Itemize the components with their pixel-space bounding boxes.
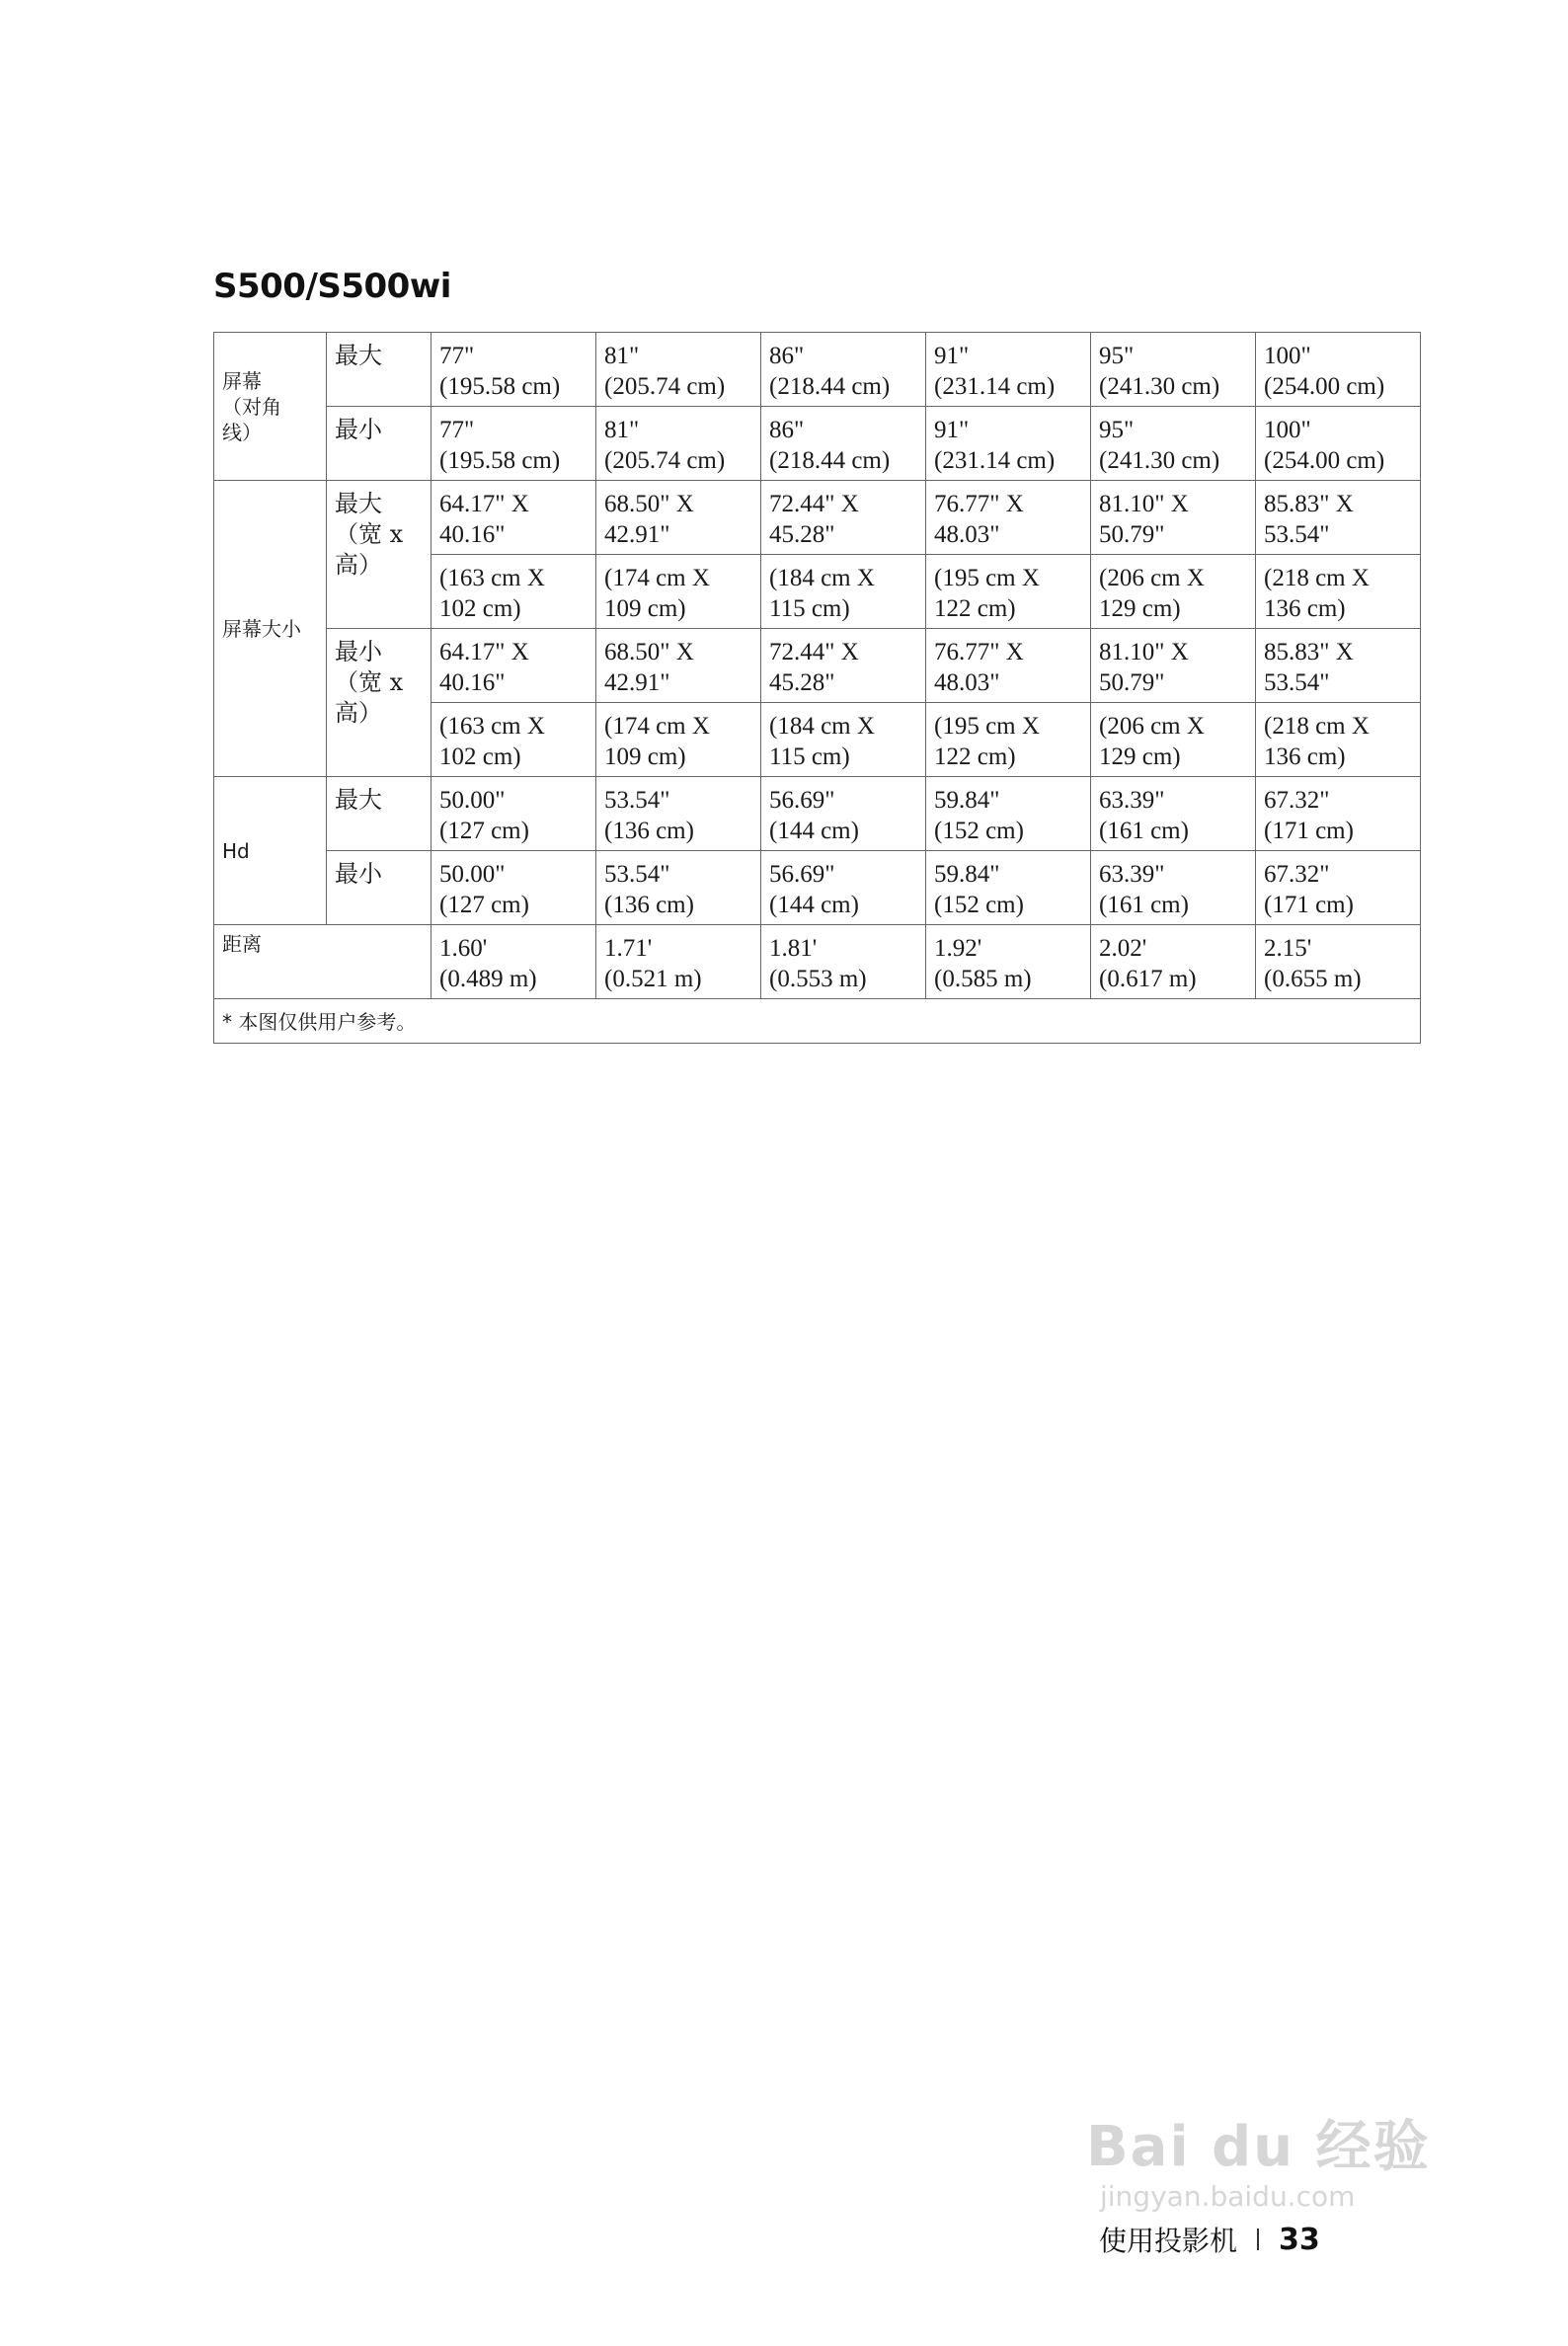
table-cell xyxy=(431,333,596,407)
table-cell xyxy=(431,555,596,629)
cell-text-line: (127 cm) xyxy=(439,818,529,844)
cell-text-line: (254.00 cm) xyxy=(1264,373,1385,400)
cell-text-line: 72.44" X xyxy=(769,491,859,517)
page-footer xyxy=(1099,2220,1320,2259)
cell-text-line: 81.10" X xyxy=(1099,491,1189,517)
cell-text-line: (161 cm) xyxy=(1099,818,1189,844)
cell-text-line: 1.71' xyxy=(604,935,653,962)
table-cell xyxy=(596,481,761,555)
cell-text-line: (195 cm X xyxy=(934,565,1040,591)
cell-text-line: (0.553 m) xyxy=(769,966,867,992)
cell-text-line: 64.17" X xyxy=(439,639,529,665)
cell-text-line: (171 cm) xyxy=(1264,818,1354,844)
table-row xyxy=(214,777,1421,851)
table-cell xyxy=(1091,851,1256,925)
table-cell xyxy=(926,777,1091,851)
projection-spec-table xyxy=(213,332,1421,1044)
cell-text-line: 109 cm) xyxy=(604,595,686,622)
table-cell xyxy=(1256,407,1421,481)
cell-text-line: 67.32" xyxy=(1264,787,1330,814)
cell-text-line: 100" xyxy=(1264,417,1311,443)
cell-text-line: 50.79" xyxy=(1099,669,1165,696)
cell-text-line: 40.16" xyxy=(439,521,506,548)
cell-text-line: 42.91" xyxy=(604,521,670,548)
cell-text-line: (0.521 m) xyxy=(604,966,702,992)
table-cell xyxy=(761,481,926,555)
cell-text-line: (195 cm X xyxy=(934,713,1040,740)
table-cell xyxy=(431,703,596,777)
cell-text-line: 2.15' xyxy=(1264,935,1312,962)
table-cell xyxy=(1091,333,1256,407)
cell-text-line: 高） xyxy=(335,699,382,727)
cell-text-line: (144 cm) xyxy=(769,892,859,918)
cell-text-line: 115 cm) xyxy=(769,595,850,622)
diagonal-row-header xyxy=(214,333,327,481)
cell-text-line: 64.17" X xyxy=(439,491,529,517)
table-cell xyxy=(431,925,596,999)
cell-text-line: (206 cm X xyxy=(1099,713,1205,740)
watermark-logo: Bai du 经验 xyxy=(1086,2115,1431,2179)
min-wh-label xyxy=(327,629,431,777)
cell-text-line: (218.44 cm) xyxy=(769,447,891,474)
cell-text-line: (0.617 m) xyxy=(1099,966,1197,992)
cell-text-line: 76.77" X xyxy=(934,491,1024,517)
watermark-url: jingyan.baidu.com xyxy=(1100,2180,1356,2213)
table-cell xyxy=(926,333,1091,407)
cell-text-line: 48.03" xyxy=(934,669,1000,696)
table-cell xyxy=(926,555,1091,629)
cell-text-line: (205.74 cm) xyxy=(604,447,726,474)
cell-text-line: 81" xyxy=(604,343,640,369)
cell-text-line: 高） xyxy=(335,551,382,579)
cell-text-line: 102 cm) xyxy=(439,595,521,622)
cell-text-line: (174 cm X xyxy=(604,565,710,591)
cell-text-line: (0.655 m) xyxy=(1264,966,1362,992)
min-label: 最小 xyxy=(327,407,431,481)
table-cell xyxy=(596,407,761,481)
max-wh-label xyxy=(327,481,431,629)
table-cell xyxy=(596,629,761,703)
table-cell xyxy=(926,481,1091,555)
table-cell xyxy=(926,407,1091,481)
table-cell xyxy=(1091,703,1256,777)
cell-text-line: 53.54" xyxy=(604,861,670,888)
cell-text-line: 81.10" X xyxy=(1099,639,1189,665)
cell-text-line: 91" xyxy=(934,417,970,443)
cell-text-line: 59.84" xyxy=(934,861,1000,888)
cell-text-line: 最大 xyxy=(335,490,382,517)
table-cell xyxy=(1091,629,1256,703)
cell-text-line: 56.69" xyxy=(769,861,835,888)
cell-text-line: 72.44" X xyxy=(769,639,859,665)
table-cell xyxy=(761,629,926,703)
table-cell xyxy=(1091,777,1256,851)
chapter-title: 使用投影机 xyxy=(1099,2225,1238,2257)
table-cell xyxy=(761,851,926,925)
cell-text-line: 线） xyxy=(222,420,262,444)
cell-text-line: (218 cm X xyxy=(1264,713,1370,740)
cell-text-line: 77" xyxy=(439,343,475,369)
cell-text-line: (231.14 cm) xyxy=(934,447,1056,474)
table-row xyxy=(214,999,1421,1044)
cell-text-line: 48.03" xyxy=(934,521,1000,548)
cell-text-line: 1.92' xyxy=(934,935,982,962)
cell-text-line: (127 cm) xyxy=(439,892,529,918)
table-cell xyxy=(1256,851,1421,925)
table-cell xyxy=(761,703,926,777)
cell-text-line: (152 cm) xyxy=(934,818,1024,844)
cell-text-line: (144 cm) xyxy=(769,818,859,844)
table-cell xyxy=(1256,925,1421,999)
cell-text-line: (205.74 cm) xyxy=(604,373,726,400)
cell-text-line: 63.39" xyxy=(1099,861,1165,888)
cell-text-line: (218 cm X xyxy=(1264,565,1370,591)
cell-text-line: 50.79" xyxy=(1099,521,1165,548)
cell-text-line: (0.489 m) xyxy=(439,966,537,992)
cell-text-line: 95" xyxy=(1099,343,1135,369)
table-row xyxy=(214,629,1421,703)
cell-text-line: (163 cm X xyxy=(439,565,545,591)
cell-text-line: 86" xyxy=(769,417,805,443)
cell-text-line: 68.50" X xyxy=(604,639,694,665)
cell-text-line: 102 cm) xyxy=(439,743,521,770)
cell-text-line: 2.02' xyxy=(1099,935,1147,962)
table-row xyxy=(214,481,1421,555)
table-cell xyxy=(596,851,761,925)
table-cell xyxy=(1091,555,1256,629)
cell-text-line: 屏幕 xyxy=(222,368,262,393)
cell-text-line: (136 cm) xyxy=(604,892,694,918)
cell-text-line: （宽 x xyxy=(335,668,404,696)
table-cell xyxy=(431,777,596,851)
cell-text-line: 86" xyxy=(769,343,805,369)
cell-text-line: 最小 xyxy=(335,638,382,665)
cell-text-line: 122 cm) xyxy=(934,743,1016,770)
cell-text-line: (163 cm X xyxy=(439,713,545,740)
cell-text-line: 100" xyxy=(1264,343,1311,369)
table-cell xyxy=(1256,777,1421,851)
table-footnote: * 本图仅供用户参考。 xyxy=(214,999,1421,1044)
cell-text-line: (218.44 cm) xyxy=(769,373,891,400)
cell-text-line: 91" xyxy=(934,343,970,369)
table-cell xyxy=(761,407,926,481)
table-cell xyxy=(926,925,1091,999)
cell-text-line: 50.00" xyxy=(439,787,506,814)
max-label: 最大 xyxy=(327,333,431,407)
table-cell xyxy=(431,407,596,481)
cell-text-line: 42.91" xyxy=(604,669,670,696)
screen-size-row-header: 屏幕大小 xyxy=(214,481,327,777)
hd-row-header: Hd xyxy=(214,777,327,925)
cell-text-line: 53.54" xyxy=(1264,669,1330,696)
table-cell xyxy=(1256,481,1421,555)
cell-text-line: 109 cm) xyxy=(604,743,686,770)
cell-text-line: 45.28" xyxy=(769,669,835,696)
cell-text-line: 63.39" xyxy=(1099,787,1165,814)
table-row xyxy=(214,925,1421,999)
cell-text-line: 56.69" xyxy=(769,787,835,814)
table-cell xyxy=(596,555,761,629)
table-cell xyxy=(596,777,761,851)
cell-text-line: （宽 x xyxy=(335,520,404,548)
table-cell xyxy=(1256,703,1421,777)
cell-text-line: (152 cm) xyxy=(934,892,1024,918)
table-cell xyxy=(1256,333,1421,407)
cell-text-line: （对角 xyxy=(222,394,281,419)
cell-text-line: 59.84" xyxy=(934,787,1000,814)
cell-text-line: 129 cm) xyxy=(1099,595,1181,622)
cell-text-line: 85.83" X xyxy=(1264,491,1354,517)
cell-text-line: 115 cm) xyxy=(769,743,850,770)
cell-text-line: (184 cm X xyxy=(769,713,875,740)
cell-text-line: (254.00 cm) xyxy=(1264,447,1385,474)
footer-divider xyxy=(1257,2229,1259,2250)
cell-text-line: 53.54" xyxy=(604,787,670,814)
table-cell xyxy=(1091,407,1256,481)
min-label: 最小 xyxy=(327,851,431,925)
cell-text-line: (241.30 cm) xyxy=(1099,447,1220,474)
cell-text-line: 1.60' xyxy=(439,935,488,962)
cell-text-line: 76.77" X xyxy=(934,639,1024,665)
cell-text-line: 67.32" xyxy=(1264,861,1330,888)
table-cell xyxy=(926,851,1091,925)
table-cell xyxy=(926,629,1091,703)
cell-text-line: 45.28" xyxy=(769,521,835,548)
table-row xyxy=(214,407,1421,481)
table-cell xyxy=(596,925,761,999)
cell-text-line: 68.50" X xyxy=(604,491,694,517)
table-cell xyxy=(431,481,596,555)
table-cell xyxy=(596,703,761,777)
table-cell xyxy=(431,629,596,703)
cell-text-line: (174 cm X xyxy=(604,713,710,740)
cell-text-line: (161 cm) xyxy=(1099,892,1189,918)
table-cell xyxy=(761,333,926,407)
cell-text-line: 129 cm) xyxy=(1099,743,1181,770)
table-row xyxy=(214,333,1421,407)
table-cell xyxy=(1091,481,1256,555)
distance-row-header: 距离 xyxy=(214,925,431,999)
table-cell xyxy=(761,777,926,851)
table-cell xyxy=(1256,555,1421,629)
section-title: S500/S500wi xyxy=(213,267,451,306)
cell-text-line: (195.58 cm) xyxy=(439,373,561,400)
cell-text-line: 53.54" xyxy=(1264,521,1330,548)
cell-text-line: (184 cm X xyxy=(769,565,875,591)
cell-text-line: (195.58 cm) xyxy=(439,447,561,474)
cell-text-line: 50.00" xyxy=(439,861,506,888)
table-cell xyxy=(431,851,596,925)
cell-text-line: 95" xyxy=(1099,417,1135,443)
max-label: 最大 xyxy=(327,777,431,851)
watermark xyxy=(1086,2103,1431,2213)
table-cell xyxy=(761,925,926,999)
cell-text-line: (206 cm X xyxy=(1099,565,1205,591)
table-row xyxy=(214,851,1421,925)
cell-text-line: 81" xyxy=(604,417,640,443)
table-cell xyxy=(761,555,926,629)
cell-text-line: 122 cm) xyxy=(934,595,1016,622)
cell-text-line: (241.30 cm) xyxy=(1099,373,1220,400)
cell-text-line: (0.585 m) xyxy=(934,966,1032,992)
table-cell xyxy=(1256,629,1421,703)
cell-text-line: (231.14 cm) xyxy=(934,373,1056,400)
cell-text-line: 136 cm) xyxy=(1264,595,1346,622)
cell-text-line: 40.16" xyxy=(439,669,506,696)
page-number: 33 xyxy=(1279,2222,1320,2257)
cell-text-line: (171 cm) xyxy=(1264,892,1354,918)
cell-text-line: (136 cm) xyxy=(604,818,694,844)
table-cell xyxy=(596,333,761,407)
cell-text-line: 85.83" X xyxy=(1264,639,1354,665)
table-cell xyxy=(926,703,1091,777)
cell-text-line: 1.81' xyxy=(769,935,818,962)
table-cell xyxy=(1091,925,1256,999)
cell-text-line: 136 cm) xyxy=(1264,743,1346,770)
cell-text-line: 77" xyxy=(439,417,475,443)
